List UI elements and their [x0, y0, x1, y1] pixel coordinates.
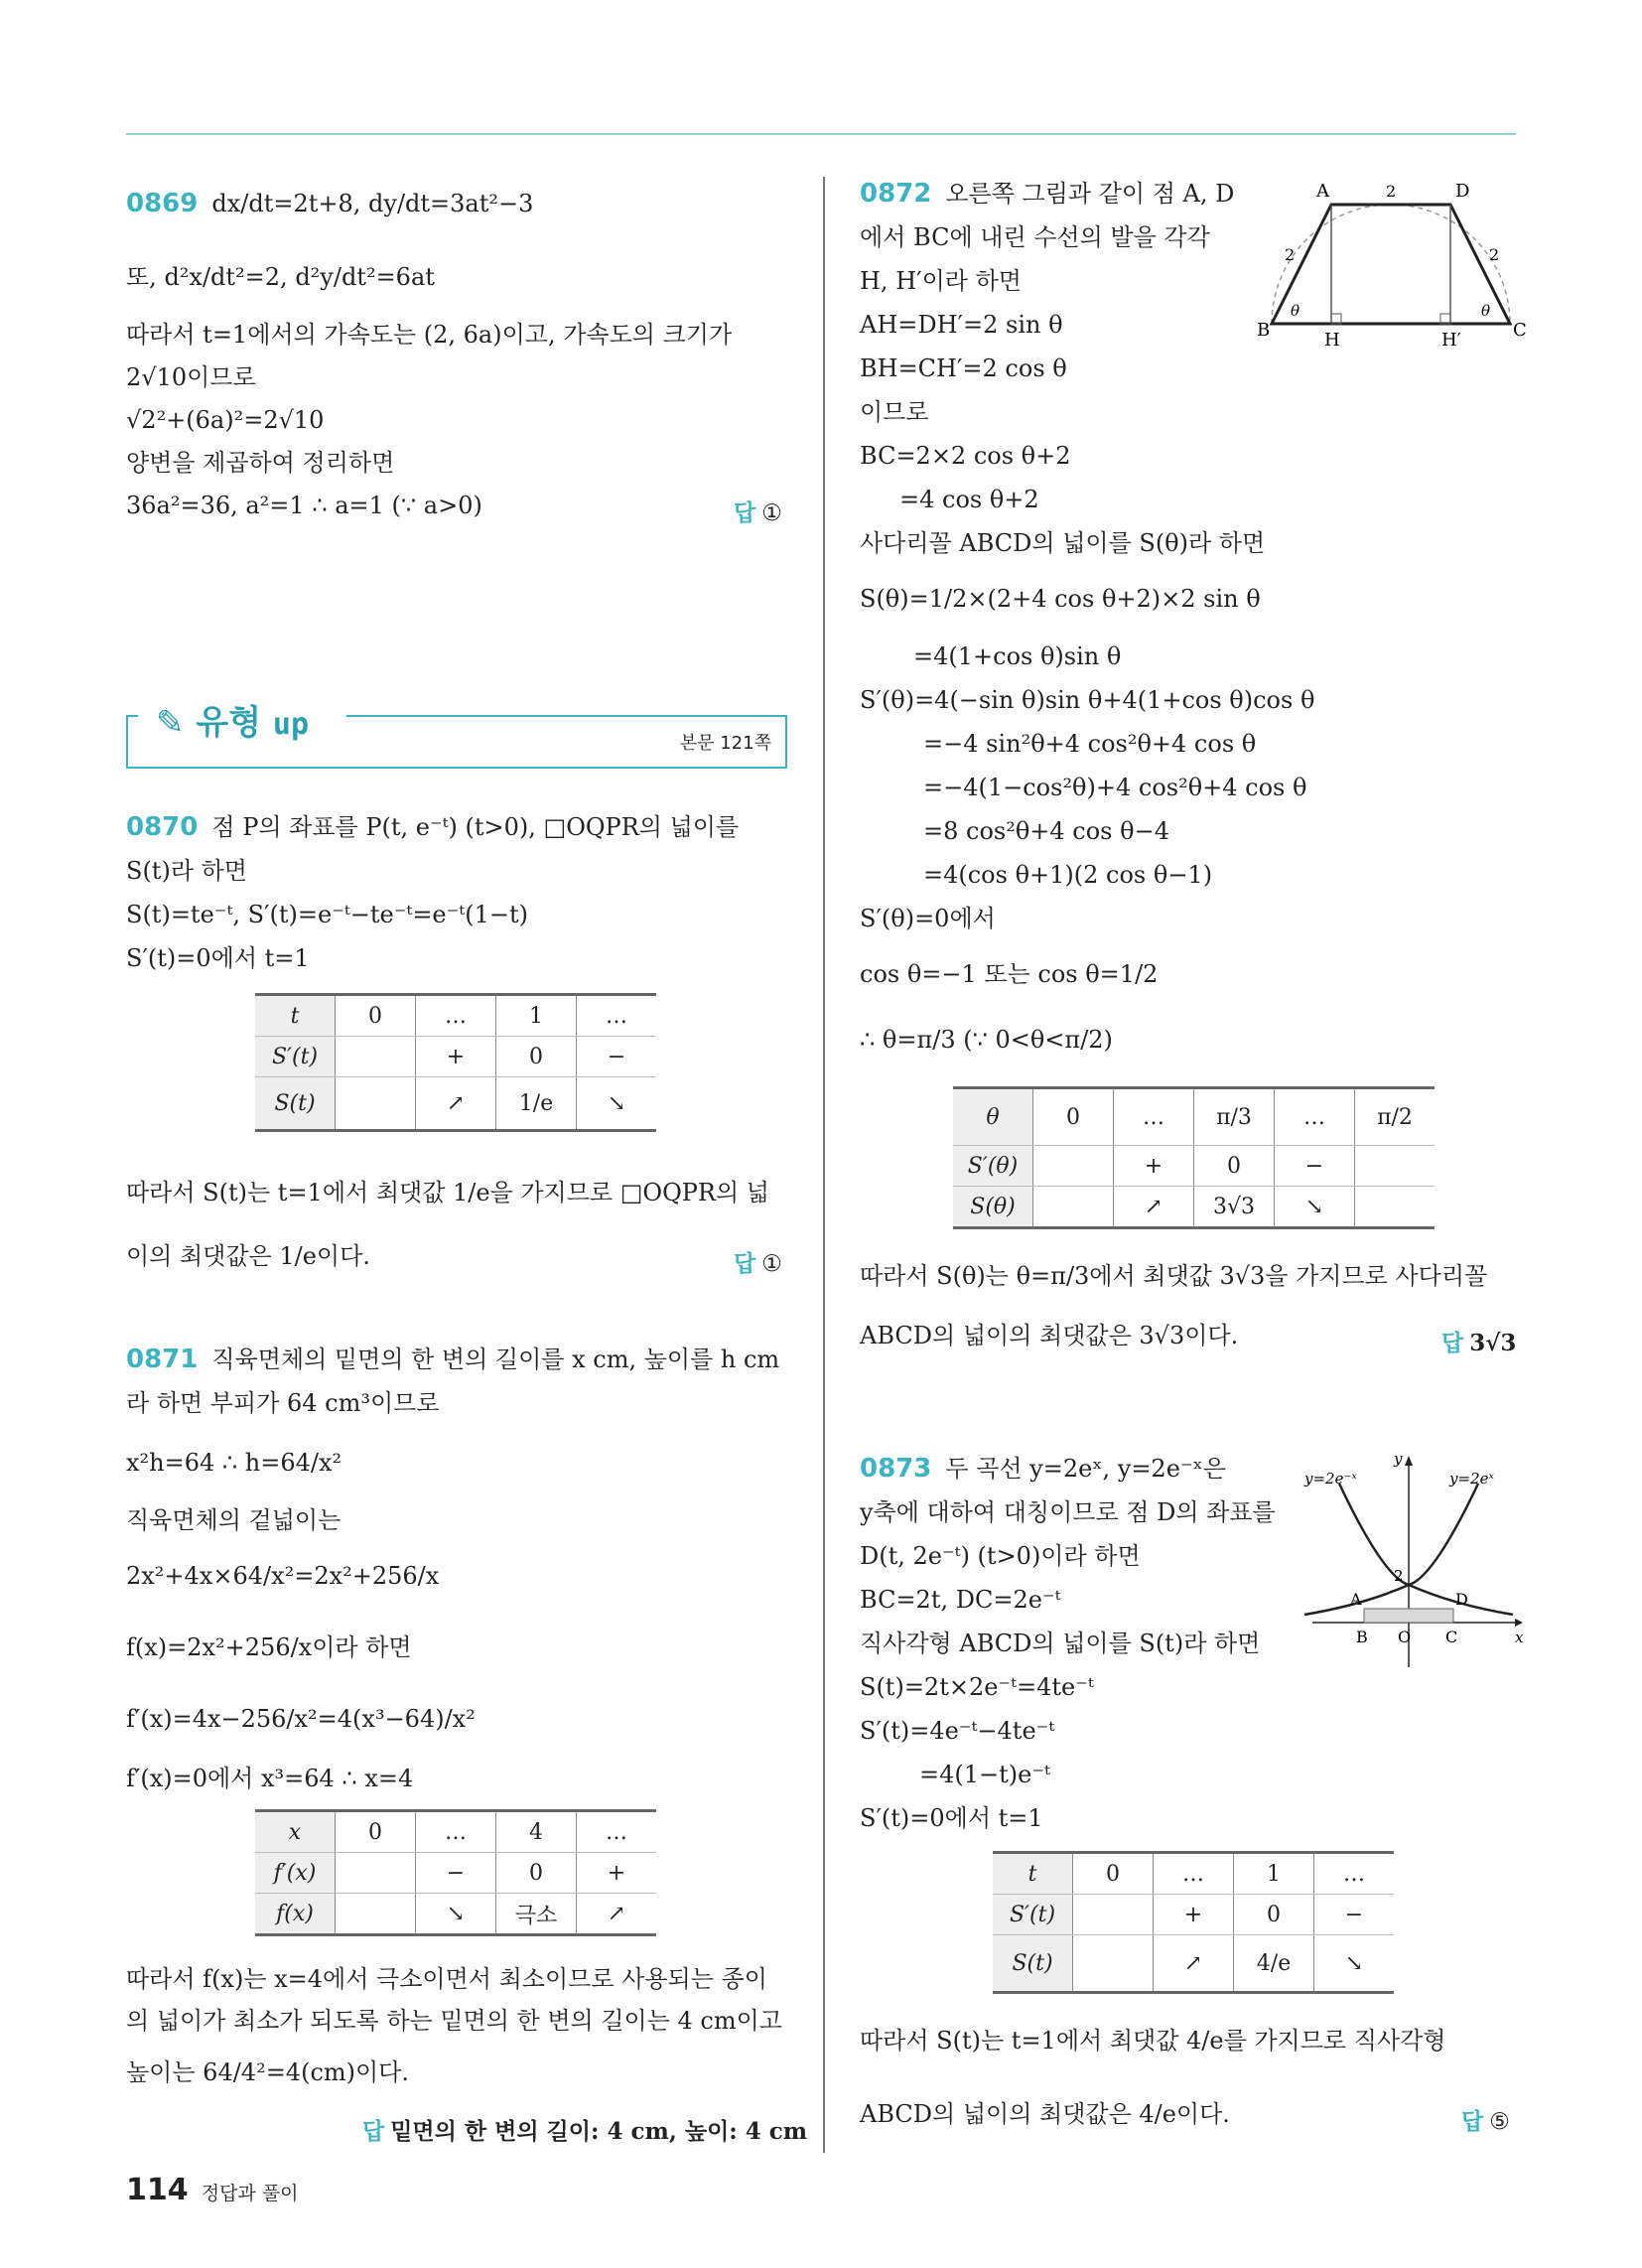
page-footer: [126, 2173, 299, 2207]
q869-line-3: 따라서 t=1에서의 가속도는 (2, 6a)이고, 가속도의 크기가: [126, 321, 733, 349]
semicircle-arc: [1272, 205, 1510, 324]
q871-table: [255, 1809, 656, 1936]
q871-conclusion-1: 따라서 f(x)는 x=4에서 극소이면서 최소이므로 사용되는 종이: [126, 1965, 767, 1993]
q870-conclusion-2: 이의 최댓값은 1/e이다.: [126, 1242, 370, 1270]
q871-line-5: 2x²+4x×64/x²=2x²+256/x: [126, 1562, 440, 1590]
q870-answer: 답 ①: [734, 1251, 782, 1277]
q871-conclusion-2: 의 넓이가 최소가 되도록 하는 밑면의 한 변의 길이는 4 cm이고: [126, 2007, 782, 2035]
q870-line-1: 0870 점 P의 좌표를 P(t, e⁻ᵗ) (t>0), □OQPR의 넓이를: [126, 812, 740, 842]
q872-line-9: 사다리꼴 ABCD의 넓이를 S(θ)라 하면: [860, 529, 1266, 557]
label-top-length: 2: [1386, 182, 1397, 201]
label-right-length: 2: [1489, 245, 1500, 264]
label-curve-left: y=2e⁻ˣ: [1304, 1470, 1357, 1488]
q871-line-8: f′(x)=0에서 x³=64 ∴ x=4: [126, 1765, 414, 1792]
curve-increasing: [1304, 1484, 1478, 1615]
q871-line-1: 0871 직육면체의 밑면의 한 변의 길이를 x cm, 높이를 h cm: [126, 1345, 780, 1374]
label-o: O: [1398, 1628, 1412, 1646]
page-number: 114: [126, 2173, 189, 2207]
q873-line-5: 직사각형 ABCD의 넓이를 S(t)라 하면: [860, 1630, 1261, 1657]
q872-conclusion-2: ABCD의 넓이의 최댓값은 3√3이다.: [860, 1322, 1239, 1349]
section-title: ✎ 유형 up: [156, 703, 310, 743]
label-b: B: [1356, 1628, 1368, 1646]
table-row: S′(θ) + 0 −: [953, 1146, 1435, 1187]
table-row: t 0 … 1 …: [255, 995, 656, 1037]
label-a: A: [1350, 1590, 1362, 1609]
q872-line-6: 이므로: [860, 398, 929, 426]
label-curve-right: y=2eˣ: [1449, 1470, 1494, 1488]
q872-line-7: BC=2×2 cos θ+2: [860, 442, 1071, 470]
q870-table: [255, 993, 656, 1132]
table-row: f(x) ↘ 극소 ↗: [255, 1894, 656, 1935]
q871-line-4: 직육면체의 겉넓이는: [126, 1506, 342, 1534]
q872-line-4: AH=DH′=2 sin θ: [860, 311, 1063, 339]
label-theta-left: θ: [1291, 302, 1300, 320]
label-x: x: [1515, 1629, 1524, 1646]
q872-line-12: S′(θ)=4(−sin θ)sin θ+4(1+cos θ)cos θ: [860, 686, 1315, 714]
q873-conclusion-2: ABCD의 넓이의 최댓값은 4/e이다.: [860, 2100, 1230, 2128]
q872-line-10: S(θ)=1/2×(2+4 cos θ+2)×2 sin θ: [860, 585, 1261, 613]
q870-conclusion-1: 따라서 S(t)는 t=1에서 최댓값 1/e을 가지므로 □OQPR의 넓: [126, 1179, 769, 1206]
q870-line-3: S(t)=te⁻ᵗ, S′(t)=e⁻ᵗ−te⁻ᵗ=e⁻ᵗ(1−t): [126, 901, 528, 928]
q873-answer: 답 ⑤: [1461, 2109, 1510, 2135]
q872-line-2: 에서 BC에 내린 수선의 발을 각각: [860, 223, 1210, 251]
q873-conclusion-1: 따라서 S(t)는 t=1에서 최댓값 4/e를 가지므로 직사각형: [860, 2027, 1446, 2055]
q872-line-8: =4 cos θ+2: [899, 486, 1039, 513]
label-c: C: [1513, 320, 1527, 341]
q873-number: 0873: [860, 1454, 932, 1484]
q869-line-5: √2²+(6a)²=2√10: [126, 406, 325, 434]
q872-line-16: =4(cos θ+1)(2 cos θ−1): [923, 861, 1213, 889]
q872-line-18: cos θ=−1 또는 cos θ=1/2: [860, 960, 1159, 988]
trapezoid-shape: [1272, 205, 1510, 324]
q872-line-13: =−4 sin²θ+4 cos²θ+4 cos θ: [923, 730, 1257, 758]
q869-number: 0869: [126, 189, 199, 218]
q871-line-6: f(x)=2x²+256/x이라 하면: [126, 1633, 412, 1661]
q873-line-9: S′(t)=0에서 t=1: [860, 1804, 1043, 1832]
label-theta-right: θ: [1481, 302, 1491, 320]
q872-trapezoid-figure: [1257, 175, 1525, 354]
table-row: S(t) ↗ 4/e ↘: [993, 1935, 1394, 1993]
q869-line-6: 양변을 제곱하여 정리하면: [126, 449, 395, 477]
q871-line-7: f′(x)=4x−256/x²=4(x³−64)/x²: [126, 1705, 476, 1733]
q871-answer: 답 밑면의 한 변의 길이: 4 cm, 높이: 4 cm: [362, 2118, 808, 2145]
q873-line-4: BC=2t, DC=2e⁻ᵗ: [860, 1586, 1061, 1614]
q871-number: 0871: [126, 1345, 199, 1374]
section-header-box: [126, 703, 787, 769]
column-divider: [823, 177, 825, 2153]
table-row: S(θ) ↗ 3√3 ↘: [953, 1187, 1435, 1228]
table-row: t 0 … 1 …: [993, 1853, 1394, 1895]
top-rule: [126, 133, 1516, 135]
table-row: S′(t) + 0 −: [255, 1037, 656, 1077]
q873-line-6: S(t)=2t×2e⁻ᵗ=4te⁻ᵗ: [860, 1673, 1094, 1701]
q872-conclusion-1: 따라서 S(θ)는 θ=π/3에서 최댓값 3√3을 가지므로 사다리꼴: [860, 1262, 1488, 1290]
label-left-length: 2: [1285, 245, 1296, 264]
q873-line-2: y축에 대하여 대칭이므로 점 D의 좌표를: [860, 1498, 1276, 1526]
q873-curves-figure: [1304, 1444, 1523, 1672]
label-y: y: [1394, 1450, 1403, 1468]
q872-line-5: BH=CH′=2 cos θ: [860, 354, 1067, 382]
label-h-prime: H′: [1441, 330, 1461, 351]
q869-line-2: 또, d²x/dt²=2, d²y/dt²=6at: [126, 263, 435, 291]
table-row: S(t) ↗ 1/e ↘: [255, 1077, 656, 1131]
q872-line-17: S′(θ)=0에서: [860, 905, 996, 932]
rectangle-abcd: [1364, 1609, 1453, 1623]
table-row: θ 0 … π/3 … π/2: [953, 1088, 1435, 1146]
q872-number: 0872: [860, 179, 932, 209]
q873-line-1: 0873 두 곡선 y=2eˣ, y=2e⁻ˣ은: [860, 1454, 1226, 1484]
q873-line-3: D(t, 2e⁻ᵗ) (t>0)이라 하면: [860, 1542, 1141, 1570]
q871-conclusion-3: 높이는 64/4²=4(cm)이다.: [126, 2058, 409, 2086]
section-reference: 본문 121쪽: [679, 733, 771, 754]
q872-answer: 답 3√3: [1441, 1330, 1517, 1356]
label-two: 2: [1394, 1567, 1404, 1585]
q873-line-7: S′(t)=4e⁻ᵗ−4te⁻ᵗ: [860, 1717, 1055, 1745]
q873-table: [993, 1851, 1394, 1994]
q871-line-3: x²h=64 ∴ h=64/x²: [126, 1449, 342, 1477]
q869-answer: 답 ①: [734, 500, 782, 526]
q870-line-4: S′(t)=0에서 t=1: [126, 944, 310, 972]
table-row: S′(t) + 0 −: [993, 1895, 1394, 1935]
q872-line-19: ∴ θ=π/3 (∵ 0<θ<π/2): [860, 1026, 1113, 1054]
label-d: D: [1455, 1590, 1468, 1609]
q872-line-14: =−4(1−cos²θ)+4 cos²θ+4 cos θ: [923, 774, 1307, 801]
table-row: x 0 … 4 …: [255, 1811, 656, 1853]
q870-number: 0870: [126, 812, 199, 842]
q870-line-2: S(t)라 하면: [126, 857, 247, 885]
table-row: f′(x) − 0 +: [255, 1853, 656, 1894]
label-c: C: [1445, 1628, 1458, 1646]
curve-decreasing: [1339, 1484, 1513, 1615]
q869-line-7: 36a²=36, a²=1 ∴ a=1 (∵ a>0): [126, 492, 482, 519]
label-a: A: [1316, 181, 1329, 202]
label-h: H: [1324, 330, 1340, 351]
label-b: B: [1257, 320, 1271, 341]
q869-line-1: 0869 dx/dt=2t+8, dy/dt=3at²−3: [126, 189, 534, 218]
q869-line-4: 2√10이므로: [126, 363, 256, 391]
q871-line-2: 라 하면 부피가 64 cm³이므로: [126, 1389, 440, 1417]
q872-line-3: H, H′이라 하면: [860, 267, 1022, 295]
footer-label: 정답과 풀이: [201, 2183, 299, 2204]
q872-line-11: =4(1+cos θ)sin θ: [913, 642, 1122, 670]
label-d: D: [1455, 181, 1470, 202]
q872-line-1: 0872 오른쪽 그림과 같이 점 A, D: [860, 179, 1235, 209]
q873-line-8: =4(1−t)e⁻ᵗ: [919, 1761, 1050, 1788]
q872-line-15: =8 cos²θ+4 cos θ−4: [923, 817, 1169, 845]
q872-table: [953, 1086, 1435, 1229]
pencil-icon: ✎: [156, 703, 185, 743]
